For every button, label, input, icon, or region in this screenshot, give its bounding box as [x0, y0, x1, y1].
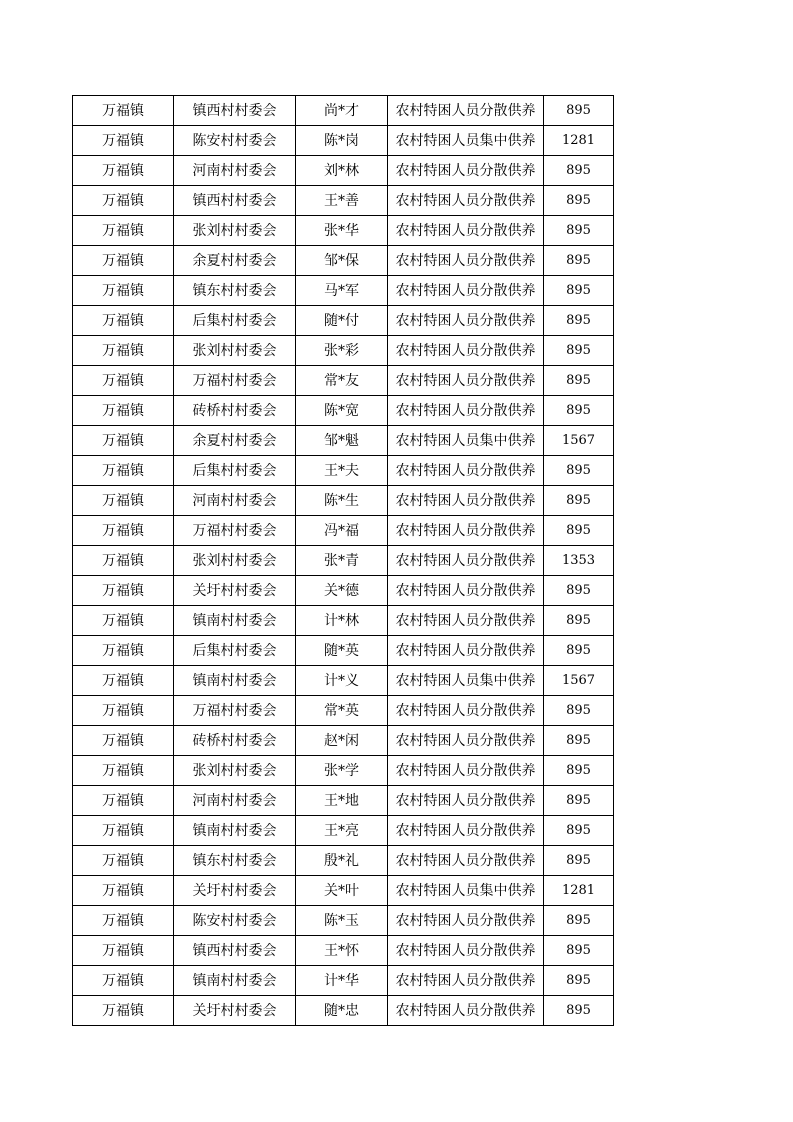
name-cell: 王*亮	[296, 816, 388, 846]
support-type-cell: 农村特困人员分散供养	[388, 696, 544, 726]
village-cell: 镇西村村委会	[174, 186, 296, 216]
village-cell: 关圩村村委会	[174, 996, 296, 1026]
table-row	[73, 426, 614, 456]
town-cell: 万福镇	[73, 456, 174, 486]
amount-cell: 895	[544, 606, 614, 636]
support-type-cell: 农村特困人员分散供养	[388, 246, 544, 276]
support-type-cell: 农村特困人员分散供养	[388, 306, 544, 336]
table-row	[73, 876, 614, 906]
support-type-cell: 农村特困人员分散供养	[388, 516, 544, 546]
name-cell: 计*义	[296, 666, 388, 696]
name-cell: 张*华	[296, 216, 388, 246]
support-type-cell: 农村特困人员分散供养	[388, 456, 544, 486]
village-cell: 镇南村村委会	[174, 966, 296, 996]
table-row	[73, 516, 614, 546]
name-cell: 马*军	[296, 276, 388, 306]
amount-cell: 895	[544, 756, 614, 786]
town-cell: 万福镇	[73, 876, 174, 906]
town-cell: 万福镇	[73, 696, 174, 726]
town-cell: 万福镇	[73, 786, 174, 816]
name-cell: 关*德	[296, 576, 388, 606]
village-cell: 陈安村村委会	[174, 126, 296, 156]
amount-cell: 895	[544, 216, 614, 246]
support-type-cell: 农村特困人员集中供养	[388, 126, 544, 156]
town-cell: 万福镇	[73, 306, 174, 336]
table-row	[73, 936, 614, 966]
support-type-cell: 农村特困人员集中供养	[388, 666, 544, 696]
village-cell: 河南村村委会	[174, 486, 296, 516]
name-cell: 张*青	[296, 546, 388, 576]
amount-cell: 895	[544, 726, 614, 756]
support-type-cell: 农村特困人员分散供养	[388, 576, 544, 606]
table-row	[73, 786, 614, 816]
amount-cell: 895	[544, 156, 614, 186]
support-type-cell: 农村特困人员分散供养	[388, 846, 544, 876]
village-cell: 河南村村委会	[174, 786, 296, 816]
amount-cell: 895	[544, 906, 614, 936]
support-type-cell: 农村特困人员分散供养	[388, 726, 544, 756]
village-cell: 关圩村村委会	[174, 876, 296, 906]
town-cell: 万福镇	[73, 186, 174, 216]
support-type-cell: 农村特困人员分散供养	[388, 96, 544, 126]
town-cell: 万福镇	[73, 966, 174, 996]
table-row	[73, 906, 614, 936]
amount-cell: 895	[544, 696, 614, 726]
amount-cell: 895	[544, 576, 614, 606]
town-cell: 万福镇	[73, 636, 174, 666]
support-type-cell: 农村特困人员分散供养	[388, 966, 544, 996]
amount-cell: 1281	[544, 876, 614, 906]
village-cell: 后集村村委会	[174, 456, 296, 486]
village-cell: 镇南村村委会	[174, 606, 296, 636]
village-cell: 余夏村村委会	[174, 426, 296, 456]
town-cell: 万福镇	[73, 276, 174, 306]
name-cell: 陈*宽	[296, 396, 388, 426]
name-cell: 王*怀	[296, 936, 388, 966]
village-cell: 万福村村委会	[174, 366, 296, 396]
village-cell: 万福村村委会	[174, 696, 296, 726]
table-row	[73, 456, 614, 486]
name-cell: 张*彩	[296, 336, 388, 366]
town-cell: 万福镇	[73, 126, 174, 156]
table-row	[73, 726, 614, 756]
name-cell: 常*友	[296, 366, 388, 396]
name-cell: 尚*才	[296, 96, 388, 126]
support-type-cell: 农村特困人员分散供养	[388, 546, 544, 576]
support-type-cell: 农村特困人员分散供养	[388, 996, 544, 1026]
table-row	[73, 486, 614, 516]
support-type-cell: 农村特困人员分散供养	[388, 756, 544, 786]
amount-cell: 895	[544, 276, 614, 306]
town-cell: 万福镇	[73, 336, 174, 366]
table-row	[73, 546, 614, 576]
name-cell: 随*忠	[296, 996, 388, 1026]
table-row	[73, 396, 614, 426]
village-cell: 万福村村委会	[174, 516, 296, 546]
table-row	[73, 636, 614, 666]
town-cell: 万福镇	[73, 606, 174, 636]
table-row	[73, 666, 614, 696]
village-cell: 河南村村委会	[174, 156, 296, 186]
table-row	[73, 246, 614, 276]
table-row	[73, 966, 614, 996]
support-type-cell: 农村特困人员分散供养	[388, 186, 544, 216]
village-cell: 张刘村村委会	[174, 216, 296, 246]
table-row	[73, 156, 614, 186]
amount-cell: 895	[544, 816, 614, 846]
support-type-cell: 农村特困人员分散供养	[388, 366, 544, 396]
support-type-cell: 农村特困人员分散供养	[388, 606, 544, 636]
amount-cell: 1281	[544, 126, 614, 156]
table-row	[73, 306, 614, 336]
amount-cell: 895	[544, 966, 614, 996]
name-cell: 计*华	[296, 966, 388, 996]
table-row	[73, 576, 614, 606]
town-cell: 万福镇	[73, 96, 174, 126]
amount-cell: 895	[544, 456, 614, 486]
town-cell: 万福镇	[73, 156, 174, 186]
amount-cell: 895	[544, 186, 614, 216]
support-type-cell: 农村特困人员分散供养	[388, 906, 544, 936]
table-row	[73, 276, 614, 306]
table-row	[73, 756, 614, 786]
town-cell: 万福镇	[73, 546, 174, 576]
name-cell: 关*叶	[296, 876, 388, 906]
town-cell: 万福镇	[73, 216, 174, 246]
name-cell: 随*英	[296, 636, 388, 666]
amount-cell: 1567	[544, 426, 614, 456]
relief-roster-table	[72, 95, 614, 1026]
town-cell: 万福镇	[73, 936, 174, 966]
name-cell: 王*地	[296, 786, 388, 816]
village-cell: 张刘村村委会	[174, 546, 296, 576]
amount-cell: 895	[544, 516, 614, 546]
town-cell: 万福镇	[73, 906, 174, 936]
amount-cell: 895	[544, 936, 614, 966]
amount-cell: 895	[544, 636, 614, 666]
village-cell: 张刘村村委会	[174, 756, 296, 786]
table-row	[73, 606, 614, 636]
town-cell: 万福镇	[73, 246, 174, 276]
town-cell: 万福镇	[73, 816, 174, 846]
name-cell: 随*付	[296, 306, 388, 336]
village-cell: 后集村村委会	[174, 636, 296, 666]
town-cell: 万福镇	[73, 666, 174, 696]
amount-cell: 895	[544, 306, 614, 336]
name-cell: 邹*魁	[296, 426, 388, 456]
support-type-cell: 农村特困人员分散供养	[388, 816, 544, 846]
amount-cell: 895	[544, 396, 614, 426]
name-cell: 陈*玉	[296, 906, 388, 936]
name-cell: 张*学	[296, 756, 388, 786]
village-cell: 张刘村村委会	[174, 336, 296, 366]
name-cell: 陈*生	[296, 486, 388, 516]
village-cell: 余夏村村委会	[174, 246, 296, 276]
town-cell: 万福镇	[73, 846, 174, 876]
table-row	[73, 816, 614, 846]
town-cell: 万福镇	[73, 516, 174, 546]
town-cell: 万福镇	[73, 396, 174, 426]
table-row	[73, 996, 614, 1026]
amount-cell: 1353	[544, 546, 614, 576]
town-cell: 万福镇	[73, 366, 174, 396]
table-row	[73, 96, 614, 126]
support-type-cell: 农村特困人员分散供养	[388, 216, 544, 246]
town-cell: 万福镇	[73, 996, 174, 1026]
name-cell: 赵*闲	[296, 726, 388, 756]
amount-cell: 1567	[544, 666, 614, 696]
town-cell: 万福镇	[73, 726, 174, 756]
amount-cell: 895	[544, 786, 614, 816]
support-type-cell: 农村特困人员分散供养	[388, 936, 544, 966]
table-row	[73, 126, 614, 156]
name-cell: 常*英	[296, 696, 388, 726]
village-cell: 镇东村村委会	[174, 846, 296, 876]
support-type-cell: 农村特困人员分散供养	[388, 786, 544, 816]
table-row	[73, 366, 614, 396]
name-cell: 刘*林	[296, 156, 388, 186]
table-row	[73, 336, 614, 366]
amount-cell: 895	[544, 486, 614, 516]
name-cell: 殷*礼	[296, 846, 388, 876]
town-cell: 万福镇	[73, 756, 174, 786]
table-row	[73, 186, 614, 216]
village-cell: 砖桥村村委会	[174, 726, 296, 756]
amount-cell: 895	[544, 96, 614, 126]
village-cell: 砖桥村村委会	[174, 396, 296, 426]
amount-cell: 895	[544, 246, 614, 276]
support-type-cell: 农村特困人员集中供养	[388, 876, 544, 906]
village-cell: 镇西村村委会	[174, 96, 296, 126]
name-cell: 王*善	[296, 186, 388, 216]
town-cell: 万福镇	[73, 486, 174, 516]
town-cell: 万福镇	[73, 576, 174, 606]
table-row	[73, 846, 614, 876]
support-type-cell: 农村特困人员分散供养	[388, 396, 544, 426]
amount-cell: 895	[544, 846, 614, 876]
village-cell: 后集村村委会	[174, 306, 296, 336]
name-cell: 王*夫	[296, 456, 388, 486]
village-cell: 镇南村村委会	[174, 816, 296, 846]
amount-cell: 895	[544, 336, 614, 366]
amount-cell: 895	[544, 366, 614, 396]
village-cell: 陈安村村委会	[174, 906, 296, 936]
support-type-cell: 农村特困人员分散供养	[388, 636, 544, 666]
name-cell: 冯*福	[296, 516, 388, 546]
table-row	[73, 696, 614, 726]
table-body	[73, 96, 614, 1026]
name-cell: 邹*保	[296, 246, 388, 276]
village-cell: 镇南村村委会	[174, 666, 296, 696]
amount-cell: 895	[544, 996, 614, 1026]
support-type-cell: 农村特困人员分散供养	[388, 156, 544, 186]
village-cell: 关圩村村委会	[174, 576, 296, 606]
support-type-cell: 农村特困人员分散供养	[388, 276, 544, 306]
support-type-cell: 农村特困人员集中供养	[388, 426, 544, 456]
table-row	[73, 216, 614, 246]
village-cell: 镇东村村委会	[174, 276, 296, 306]
support-type-cell: 农村特困人员分散供养	[388, 336, 544, 366]
village-cell: 镇西村村委会	[174, 936, 296, 966]
support-type-cell: 农村特困人员分散供养	[388, 486, 544, 516]
town-cell: 万福镇	[73, 426, 174, 456]
name-cell: 陈*岗	[296, 126, 388, 156]
name-cell: 计*林	[296, 606, 388, 636]
